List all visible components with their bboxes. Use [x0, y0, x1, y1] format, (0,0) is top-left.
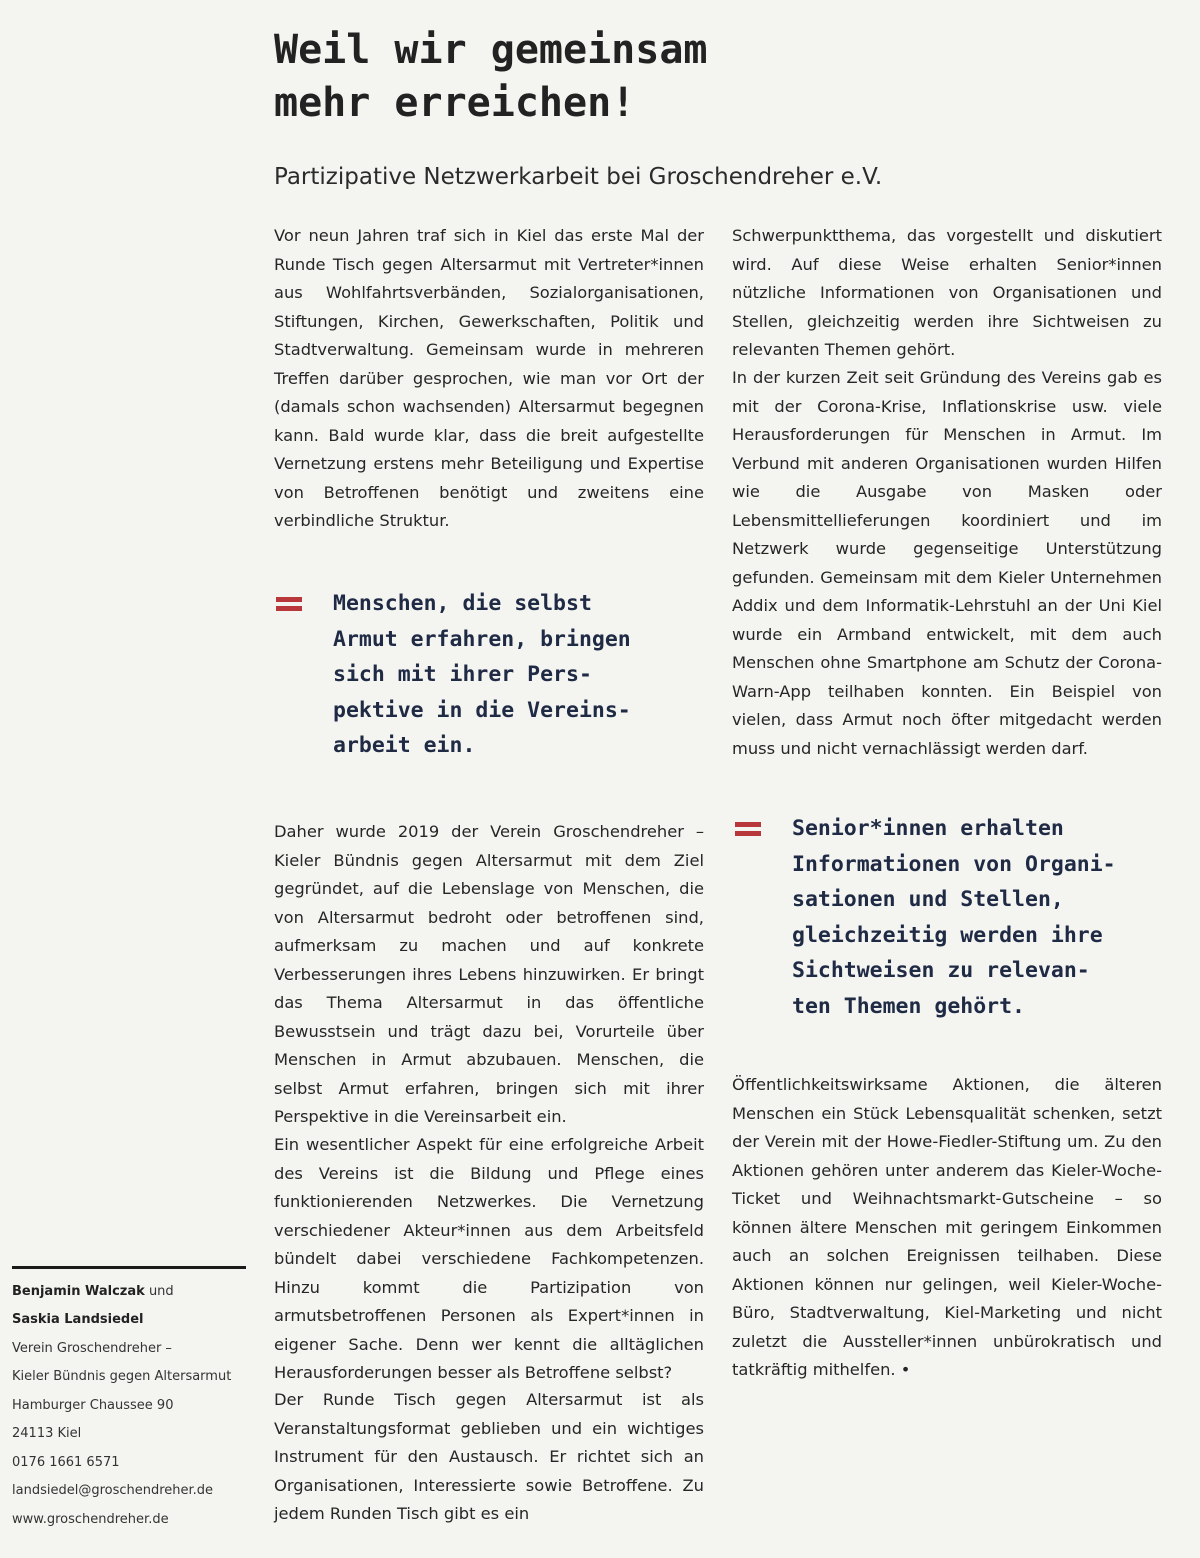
body-paragraph: In der kurzen Zeit seit Gründung des Vereins gab es mit der Corona-Krise, Inflationskrise usw. viele Herausforderungen für Menschen in Armut. Im Verbund mit anderen Organisationen wurden Hilfen wie die Ausgabe von Masken oder Lebensmittellieferungen koordiniert und im Netzwerk wurde gegenseitige Unterstützung gefunden. Gemeinsam mit dem Kieler Unternehmen Addix und dem Informatik-Lehrstuhl an der Uni Kiel wurde ein Armband entwickelt, mit dem auch Menschen ohne Smartphone am Schutz der Corona-Warn-App teilhaben konnten. Ein Beispiel von vielen, dass Armut noch öfter mitgedacht werden muss und nicht vernachlässigt werden darf. — [732, 368, 1162, 758]
organization: Verein Groschendreher – — [12, 1341, 172, 1356]
author-divider — [12, 1266, 246, 1269]
body-paragraph: Ein wesentlicher Aspekt für eine erfolgreiche Arbeit des Vereins ist die Bildung und Pflege eines funktionierenden Netzwerkes. Die Vernetzung verschiedener Akteur*innen aus dem Arbeitsfeld bündelt dabei verschiedene Fachkompetenzen. Hinzu kommt die Partizipation von armutsbetroffenen Personen als Expert*innen in eigener Sache. Denn wer kennt die alltäglichen Herausforderungen besser als Betroffene selbst? — [274, 1135, 704, 1382]
body-paragraph: Schwerpunktthema, das vorgestellt und diskutiert wird. Auf diese Weise erhalten Senior*innen nützliche Informationen von Organisationen und Stellen, gleichzeitig werden ihre Sichtweisen zu relevanten Themen gehört. — [732, 226, 1162, 359]
author-line — [12, 1306, 272, 1335]
body-paragraph: Daher wurde 2019 der Verein Groschendreher – Kieler Bündnis gegen Altersarmut mit dem Ziel gegründet, auf die Lebenslage von Menschen, die von Altersarmut bedroht oder betroffenen sind, aufmerksam zu machen und auf konkrete Verbesserungen ihres Lebens hinzuwirken. Er bringt das Thema Altersarmut in das öffentliche Bewusstsein und trägt dazu bei, Vorurteile über Menschen in Armut abzubauen. Menschen, die selbst Armut erfahren, bringen sich mit ihrer Perspektive in die Vereinsarbeit ein. — [274, 822, 704, 1126]
website-link[interactable]: www.groschendreher.de — [12, 1512, 169, 1527]
body-paragraph: Vor neun Jahren traf sich in Kiel das erste Mal der Runde Tisch gegen Altersarmut mit Vertreter*innen aus Wohlfahrtsverbänden, Sozialorganisationen, Stiftungen, Kirchen, Gewerkschaften, Politik und Stadtverwaltung. Gemeinsam wurde in mehreren Treffen darüber gesprochen, wie man vor Ort der (damals schon wachsenden) Altersarmut begegnen kann. Bald wurde klar, dass die breit aufgestellte Vernetzung erstens mehr Beteiligung und Expertise von Betroffenen benötigt und zweitens eine verbindliche Struktur. — [274, 226, 704, 530]
quote-mark-icon — [735, 822, 761, 836]
body-paragraph: Öffentlichkeitswirksame Aktionen, die älteren Menschen ein Stück Lebensqualität schenken, setzt der Verein mit der Howe-Fiedler-Stiftung um. Zu den Aktionen gehören unter anderem das Kieler-Woche-Ticket und Weihnachtsmarkt-Gutscheine – so können ältere Menschen mit geringem Einkommen auch an solchen Ereignissen teilhaben. Diese Aktionen können nur gelingen, weil Kieler-Woche-Büro, Stadtverwaltung, Kiel-Marketing und nicht zuletzt die Aussteller*innen unbürokratisch und tatkräftig mithelfen. • — [732, 1075, 1162, 1379]
address-city: 24113 Kiel — [12, 1426, 82, 1441]
author-name: Benjamin Walczak — [12, 1284, 145, 1299]
body-paragraph: Der Runde Tisch gegen Altersarmut ist als Veranstaltungsformat geblieben und ein wichtiges Instrument für den Austausch. Er richtet sich an Organisationen, Interessierte sowie Betroffene. Zu jedem Runden Tisch gibt es ein — [274, 1390, 704, 1523]
author-connector: und — [148, 1284, 174, 1299]
pull-quote: Senior*innen erhalten Informationen von Organi- sationen und Stellen, gleichzeitig werden ihre Sichtweisen zu relevan- ten Themen gehört. — [792, 816, 1116, 1019]
author-line — [12, 1278, 272, 1307]
phone-number: 0176 1661 6571 — [12, 1455, 120, 1470]
pull-quote: Menschen, die selbst Armut erfahren, bringen sich mit ihrer Pers- pektive in die Vereins- arbeit ein. — [333, 591, 631, 758]
organization: Kieler Bündnis gegen Altersarmut — [12, 1369, 232, 1384]
author-name: Saskia Landsiedel — [12, 1312, 144, 1327]
quote-mark-icon — [276, 597, 302, 611]
email-link[interactable]: landsiedel@groschendreher.de — [12, 1483, 214, 1498]
article-title: Weil wir gemeinsam mehr erreichen! — [274, 27, 708, 126]
address-street: Hamburger Chaussee 90 — [12, 1398, 174, 1413]
article-subtitle: Partizipative Netzwerkarbeit bei Groschendreher e.V. — [274, 164, 883, 190]
